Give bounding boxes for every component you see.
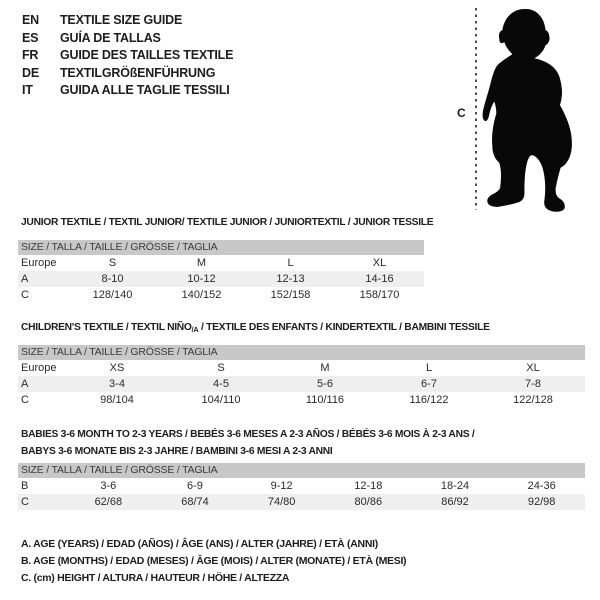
- junior-table-title: JUNIOR TEXTILE / TEXTIL JUNIOR/ TEXTILE JUNIOR / JUNIORTEXTIL / JUNIOR TESSILE: [21, 216, 434, 228]
- table-row: [18, 376, 585, 392]
- size-cell: XL: [372, 257, 387, 269]
- junior-size-table: [18, 240, 424, 303]
- height-cell: 104/110: [201, 394, 241, 406]
- age-cell: 4-5: [213, 378, 229, 390]
- row-label: C: [21, 394, 29, 406]
- height-cell: 158/170: [359, 289, 400, 301]
- language-code: EN: [22, 13, 39, 27]
- title-line-1: BABIES 3-6 MONTH TO 2-3 YEARS / BEBÉS 3-6 MESES A 2-3 AÑOS / BÉBÉS 3-6 MOIS À 2-3 ANS /: [21, 428, 475, 440]
- row-label: A: [21, 273, 29, 285]
- size-cell: XL: [526, 362, 540, 374]
- table-row: [18, 287, 424, 303]
- childrens-size-table: [18, 345, 585, 408]
- age-cell: 12-13: [276, 273, 305, 285]
- age-cell: 8-10: [101, 273, 124, 285]
- height-cell: 152/158: [270, 289, 311, 301]
- size-cell: M: [320, 362, 330, 374]
- note-a: A. AGE (YEARS) / EDAD (AÑOS) / ÂGE (ANS) / ALTER (JAHRE) / ETÀ (ANNI): [21, 538, 378, 550]
- height-cell: 98/104: [100, 394, 134, 406]
- height-cell: 68/74: [181, 496, 209, 508]
- height-cell: 110/116: [305, 394, 345, 406]
- table-row: [18, 478, 585, 494]
- age-cell: 10-12: [187, 273, 216, 285]
- age-cell: 9-12: [270, 480, 293, 492]
- age-cell: 12-18: [354, 480, 383, 492]
- height-cell: 116/122: [409, 394, 449, 406]
- row-label: A: [21, 378, 29, 390]
- row-label: C: [21, 289, 29, 301]
- age-cell: 3-4: [109, 378, 125, 390]
- row-label: C: [21, 496, 29, 508]
- size-header-bar: SIZE / TALLA / TAILLE / GRÖSSE / TAGLIA: [18, 240, 424, 255]
- language-code: IT: [22, 83, 33, 98]
- language-title-block: [22, 12, 233, 100]
- note-b: B. AGE (MONTHS) / EDAD (MESES) / ÂGE (MOIS) / ALTER (MONATE) / ETÀ (MESI): [21, 555, 407, 567]
- size-cell: L: [425, 362, 433, 374]
- height-dotted-line: [475, 8, 477, 210]
- height-cell: 62/68: [94, 496, 123, 508]
- height-cell: 128/140: [92, 289, 133, 301]
- table-row: [18, 494, 585, 510]
- language-code: DE: [22, 65, 39, 80]
- row-label: Europe: [21, 257, 57, 269]
- language-row: [22, 82, 233, 100]
- age-cell: 6-9: [187, 480, 203, 492]
- title-subscript: /A: [191, 325, 199, 334]
- childrens-table-title: [21, 321, 490, 334]
- table-row: [18, 255, 424, 271]
- size-header-bar: SIZE / TALLA / TAILLE / GRÖSSE / TAGLIA: [18, 345, 585, 360]
- language-row: [22, 47, 233, 65]
- title-line-2: BABYS 3-6 MONATE BIS 2-3 JAHRE / BAMBINI 3-6 MESI A 2-3 ANNI: [21, 445, 333, 457]
- language-code: FR: [22, 48, 39, 63]
- note-c: C. (cm) HEIGHT / ALTURA / HAUTEUR / HÖHE / ALTEZZA: [21, 572, 290, 584]
- age-cell: 3-6: [100, 480, 117, 492]
- language-title: GUIDA ALLE TAGLIE TESSILI: [60, 83, 230, 98]
- language-title: TEXTILGRÖßENFÜHRUNG: [60, 65, 216, 80]
- table-row: [18, 392, 585, 408]
- size-header-bar: SIZE / TALLA / TAILLE / GRÖSSE / TAGLIA: [18, 463, 585, 478]
- age-cell: 5-6: [317, 378, 333, 390]
- height-cell: 122/128: [513, 394, 553, 406]
- row-label: Europe: [21, 362, 57, 374]
- age-cell: 18-24: [440, 480, 470, 492]
- size-cell: XS: [109, 362, 125, 374]
- language-code: ES: [22, 30, 39, 45]
- row-label: B: [21, 480, 29, 492]
- babies-table-title: [21, 426, 474, 460]
- height-cell: 140/152: [181, 289, 222, 301]
- table-row: [18, 360, 585, 376]
- height-measure-label: C: [457, 106, 466, 120]
- language-title: GUÍA DE TALLAS: [60, 30, 161, 45]
- height-cell: 80/86: [354, 496, 383, 508]
- table-row: [18, 271, 424, 287]
- height-cell: 74/80: [267, 496, 296, 508]
- height-cell: 92/98: [527, 496, 556, 508]
- age-cell: 24-36: [527, 480, 556, 492]
- baby-silhouette-icon: [482, 4, 588, 215]
- size-cell: L: [287, 257, 294, 269]
- size-cell: S: [217, 362, 225, 374]
- language-row: [22, 30, 233, 48]
- height-cell: 86/92: [441, 496, 469, 508]
- size-cell: S: [108, 257, 117, 269]
- babies-size-table: [18, 463, 585, 510]
- language-title: TEXTILE SIZE GUIDE: [60, 13, 183, 27]
- language-row: [22, 12, 233, 30]
- language-row: [22, 65, 233, 83]
- title-text: / TEXTILE DES ENFANTS / KINDERTEXTIL / BAMBINI TESSILE: [198, 321, 490, 333]
- age-cell: 14-16: [365, 273, 394, 285]
- age-cell: 6-7: [421, 378, 437, 390]
- size-cell: M: [196, 257, 207, 269]
- language-title: GUIDE DES TAILLES TEXTILE: [60, 48, 234, 63]
- legend-notes: [21, 536, 406, 587]
- title-text: CHILDREN'S TEXTILE / TEXTIL NIÑO: [21, 321, 192, 333]
- age-cell: 7-8: [525, 378, 541, 390]
